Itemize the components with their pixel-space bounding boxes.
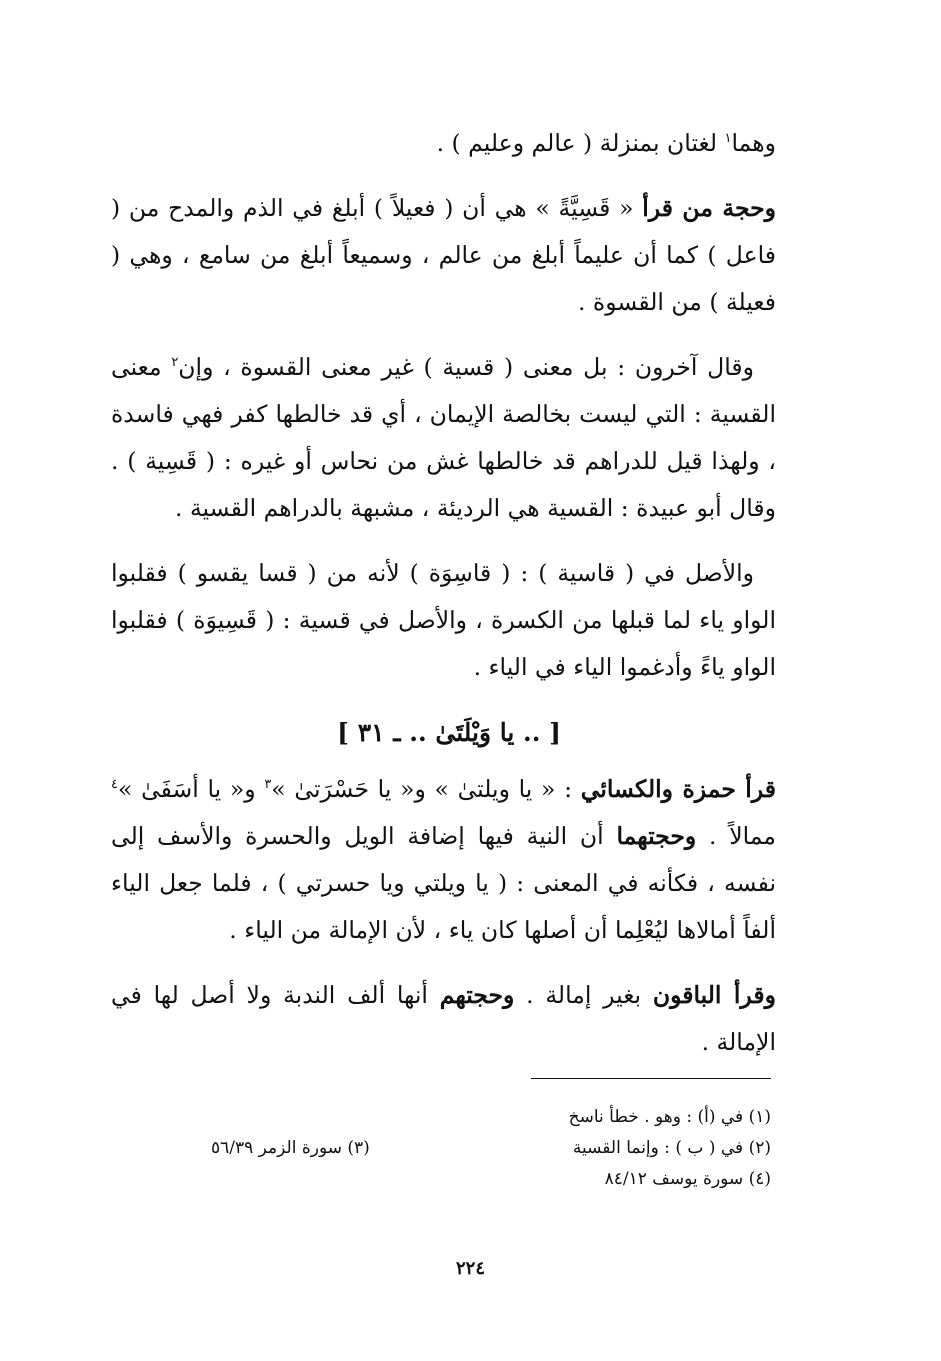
paragraph-hamza-d: أن النية فيها إضافة الويل والحسرة والأسف إلى نفسه ، فكأنه في المعنى : ( يا ويلتي ويا حسرتي ) ، فلما جعل الياء ألفاً أمالاها ليُعْلِما أن أصلها كان ياء ، لأن الإمالة من الياء . [111,822,776,944]
paragraph-2-lead: وحجة من قرأ [642,194,776,222]
footnote-row-3 [211,1164,771,1195]
paragraph-baqun-mid: وحجتهم [439,981,515,1009]
paragraph-hamza-c: ممالاً . [696,822,776,850]
section-heading: [ .. يا وَيْلَتَىٰ .. ـ ٣١ ] [337,718,561,747]
paragraph-baqun [111,972,776,1066]
paragraph-4 [111,550,776,691]
footnote-divider [531,1078,771,1079]
paragraph-1 [111,120,776,167]
footnote-3: (٣) سورة الزمر ٥٦/٣٩ [211,1138,370,1158]
footnote-ref-3: ٣ [264,777,272,793]
paragraph-hamza-b: و« يا أسَفَىٰ » [117,775,265,803]
footnote-row-1 [211,1102,771,1133]
page-number: ٢٢٤ [455,1258,485,1279]
paragraph-baqun-a: بغير إمالة . [514,981,653,1009]
paragraph-3-text-a: وقال آخرون : بل معنى ( قسية ) غير معنى القسوة ، وإن [178,353,754,381]
paragraph-hamza-mid: وحجتهما [616,822,697,850]
footnote-row-2 [211,1133,771,1164]
paragraph-hamza-a: : « يا ويلتىٰ » و« يا حَسْرَتىٰ » [271,775,581,803]
page-body [111,120,776,1084]
paragraph-baqun-b: أنها ألف الندبة ولا أصل لها في الإمالة . [111,981,776,1056]
paragraph-hamza [111,766,776,954]
footnotes [211,1102,771,1195]
paragraph-4-text: والأصل في ( قاسية ) : ( قاسِوَة ) لأنه من ( قسا يقسو ) فقلبوا الواو ياء لما قبلها من الكسرة ، والأصل في قسية : ( قَسِيوَة ) فقلبوا الواو ياءً وأدغموا الياء في الياء . [111,559,776,681]
footnote-4: (٤) سورة يوسف ٨٤/١٢ [604,1169,771,1189]
paragraph-3 [111,344,776,532]
footnote-ref-2: ٢ [171,355,179,371]
paragraph-3-text-b: معنى القسية : التي ليست بخالصة الإيمان ، أي قد خالطها كفر فهي فاسدة ، ولهذا قيل للدراهم قد خالطها غش من نحاس أو غيره : ( قَسِية ) . وقال أبو عبيدة : القسية هي الرديئة ، مشبهة بالدراهم القسية . [111,353,776,522]
paragraph-baqun-lead: وقرأ الباقون [652,981,776,1009]
footnote-1: (١) في (أ) : وهو . خطأ ناسخ [568,1107,771,1127]
paragraph-1-rest: لغتان بمنزلة ( عالم وعليم ) . [436,129,725,157]
paragraph-2 [111,185,776,326]
paragraph-2-text: « قَسِيَّةً » هي أن ( فعيلاً ) أبلغ في الذم والمدح من ( فاعل ) كما أن عليماً أبلغ من عالم ، وسميعاً أبلغ من سامع ، وهي ( فعيلة ) من القسوة . [111,194,776,316]
footnote-2: (٢) في ( ب ) : وإنما القسية [572,1138,771,1158]
paragraph-1-text: وهما [731,129,776,157]
footnote-ref-1: ١ [724,131,732,147]
paragraph-hamza-lead: قرأ حمزة والكسائي [580,775,776,803]
footnote-ref-4: ٤ [111,777,118,793]
